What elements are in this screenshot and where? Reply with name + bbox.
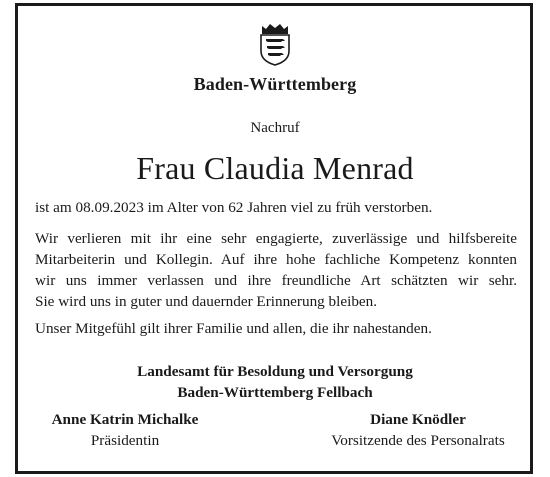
organization-line: Baden-Württemberg Fellbach bbox=[177, 384, 373, 401]
tribute-paragraph bbox=[35, 228, 517, 312]
issuing-organization bbox=[0, 361, 550, 403]
tribute-line: Mitarbeiterin und Kollegin. Auf ihre hohe fachliche Kompetenz konnten bbox=[35, 251, 517, 268]
tribute-line: Sie wird uns in guter und dauernder Erinnerung bleiben. bbox=[35, 293, 378, 310]
signatory-staff-council bbox=[318, 409, 518, 451]
signatory-title: Präsidentin bbox=[90, 432, 160, 449]
tribute-line: Wir verlieren mit ihr eine sehr engagierte, zuverlässige und hilfsbereite bbox=[35, 230, 517, 247]
signatory-president bbox=[35, 409, 215, 451]
deceased-name: Frau Claudia Menrad bbox=[136, 150, 414, 186]
tribute-line: wir uns immer verlassen und ihre freundliche Art schätzten wir sehr. bbox=[35, 272, 517, 289]
signatory-name: Anne Katrin Michalke bbox=[51, 411, 199, 428]
state-name: Baden-Württemberg bbox=[193, 74, 357, 94]
signatory-name: Diane Knödler bbox=[370, 411, 466, 428]
signatory-title: Vorsitzende des Personalrats bbox=[331, 432, 505, 449]
baden-wuerttemberg-coat-of-arms-icon bbox=[257, 23, 293, 66]
condolence-text: Unser Mitgefühl gilt ihrer Familie und allen, die ihr nahestanden. bbox=[35, 320, 432, 337]
obituary-kicker: Nachruf bbox=[250, 120, 300, 136]
organization-line: Landesamt für Besoldung und Versorgung bbox=[137, 363, 413, 380]
death-announcement-text: ist am 08.09.2023 im Alter von 62 Jahren viel zu früh verstorben. bbox=[35, 199, 433, 216]
